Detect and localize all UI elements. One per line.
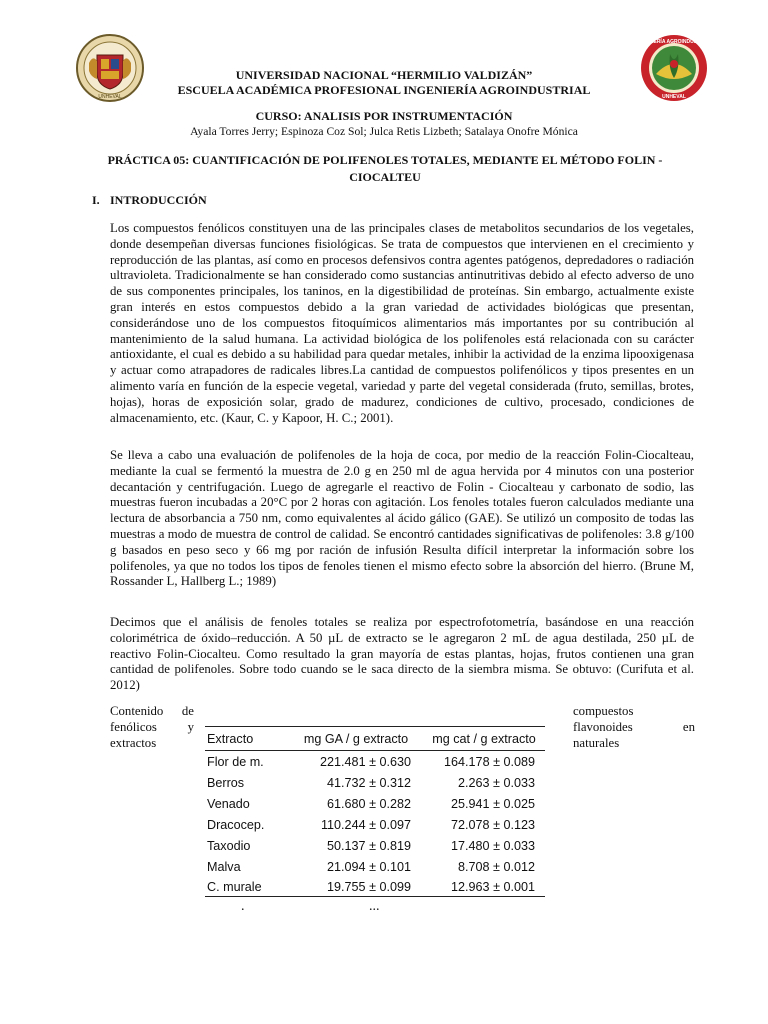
cell-cat: 8.708 ± 0.012: [458, 859, 535, 874]
section-heading: [92, 193, 207, 208]
caption-right-word: naturales: [573, 736, 620, 750]
cell-ga: 41.732 ± 0.312: [327, 775, 411, 790]
caption-right-word: flavonoides: [573, 720, 633, 734]
table-row: [205, 793, 545, 814]
seal-text: UNHEVAL: [98, 94, 122, 100]
cell-cat: 12.963 ± 0.001: [421, 877, 545, 897]
caption-left-word: extractos: [110, 736, 157, 750]
caption-left-word: fenólicos: [110, 720, 157, 734]
table-row: [205, 814, 545, 835]
trailing-dot: .: [241, 899, 245, 914]
cell-extract: Venado: [207, 796, 250, 811]
cell-extract: C. murale: [205, 877, 289, 897]
caption-left-word: Contenido: [110, 704, 164, 718]
column-header-ga: mg GA / g extracto: [289, 727, 421, 751]
paragraph-intro: Los compuestos fenólicos constituyen una de las principales clases de metabolitos secundarios de los vegetales, donde desempeñan diversas funciones fisiológicas. Se trata de compuestos que intervienen en el crecimiento y reproducción de las plantas, así como en procesos defensivos contra agentes patógenos, depredadores o radiación ultravioleta. Tradicionalmente se han considerado como sustancias antinutritivas debido al efecto adverso de uno de sus componentes principales, los taninos, en la digestibilidad de proteínas. Sin embargo, actualmente existe gran interés en estos compuestos debido a la gran variedad de actividades biológicas que presentan, considerándose uno de los compuestos fitoquímicos alimentarios más importantes por su contribución al mantenimiento de la salud humana. La actividad biológica de los polifenoles está relacionada con su carácter antioxidante, el cual es debido a su habilidad para quedar metales, inhibir la actividad de la enzima lipooxigenasa y actuar como atrapadores de radicales libres.La cantidad de compuestos polifenólicos y tipos presentes en un alimento varía en función de la especie vegetal, variedad y parte del vegetal considerada (fruto, semillas, brotes, hojas), horas de exposición solar, grado de madurez, condiciones de cultivo, procesado, condiciones de almacenamiento, etc. (Kaur, C. y Kapoor, H. C.; 2001).: [110, 221, 694, 425]
document-header: [100, 68, 668, 97]
trailing-ellipsis: ...: [369, 899, 380, 914]
caption-right-word: en: [682, 720, 695, 734]
table-row: [205, 835, 545, 856]
cell-cat: 164.178 ± 0.089: [444, 754, 535, 769]
authors-line: Ayala Torres Jerry; Espinoza Coz Sol; Julca Retis Lizbeth; Satalaya Onofre Mónica: [190, 125, 578, 138]
caption-right: [573, 703, 695, 751]
cell-ga: 21.094 ± 0.101: [327, 859, 411, 874]
course-block: [100, 109, 668, 139]
practice-title-line2: CIOCALTEU: [349, 170, 421, 184]
emblem-bottom-text: UNHEVAL: [662, 94, 686, 100]
school-name: ESCUELA ACADÉMICA PROFESIONAL INGENIERÍA AGROINDUSTRIAL: [177, 82, 591, 97]
cell-cat: 17.480 ± 0.033: [451, 838, 535, 853]
paragraph-coca: Se lleva a cabo una evaluación de polifenoles de la hoja de coca, por medio de la reacción Folin-Ciocalteau, mediante la cual se fermentó la muestra de 2.0 g en 250 ml de agua hervida por 4 minutos con una posterior decantación y centrifugación. Luego de agregarle el reactivo de Folin - Ciocalteau y carbonato de sodio, las muestras fueron incubadas a 20°C por 2 horas con agitación. Los fenoles totales fueron calculados mediante una lectura de absorbancia a 750 nm, como equivalentes al ácido gálico (GAE). Se utilizó un composito de todas las muestras a modo de muestra de control de calidad. Se encontró cantidades significativas de polifenoles: 3.8 g/100 g basados en peso seco y 66 mg por ración de infusión Resulta difícil interpretar la información sobre los polifenoles, ya que no todos los tipos de fenoles tienen el mismo efecto sobre la absorción del hierro. (Brune M, Rossander L, Hallberg L.; 1989): [110, 448, 694, 589]
table-row: [205, 856, 545, 877]
cell-extract: Dracocep.: [207, 817, 265, 832]
practice-title-line1: PRÁCTICA 05: CUANTIFICACIÓN DE POLIFENOLES TOTALES, MEDIANTE EL MÉTODO FOLIN -: [107, 153, 663, 167]
caption-left-word: de: [181, 704, 194, 718]
university-name: UNIVERSIDAD NACIONAL “HERMILIO VALDIZÁN”: [235, 68, 533, 82]
caption-left-word: y: [187, 720, 194, 734]
table-row: [205, 877, 545, 897]
emblem-top-text: INGENIERÍA AGROINDUSTRIAL: [640, 39, 708, 45]
cell-extract: Berros: [207, 775, 245, 790]
cell-cat: 25.941 ± 0.025: [451, 796, 535, 811]
table-header-row: [205, 727, 545, 751]
section-number: I.: [92, 193, 100, 207]
cell-ga: 19.755 ± 0.099: [289, 877, 421, 897]
cell-extract: Flor de m.: [207, 754, 264, 769]
cell-extract: Taxodio: [207, 838, 251, 853]
section-title: INTRODUCCIÓN: [110, 193, 207, 207]
practice-title: [90, 152, 680, 186]
caption-right-word: compuestos: [573, 704, 634, 718]
column-header-extract: Extracto: [205, 727, 289, 751]
cell-ga: 50.137 ± 0.819: [327, 838, 411, 853]
table-row: [205, 751, 545, 773]
cell-ga: 221.481 ± 0.630: [320, 754, 411, 769]
polyphenol-table: [205, 726, 545, 897]
cell-ga: 110.244 ± 0.097: [320, 817, 411, 832]
cell-cat: 2.263 ± 0.033: [458, 775, 535, 790]
cell-ga: 61.680 ± 0.282: [327, 796, 411, 811]
cell-extract: Malva: [207, 859, 241, 874]
course-title: CURSO: ANALISIS POR INSTRUMENTACIÓN: [255, 109, 513, 123]
column-header-cat: mg cat / g extracto: [421, 727, 545, 751]
paragraph-method: Decimos que el análisis de fenoles totales se realiza por espectrofotometría, basándose en una reacción colorimétrica de óxido–reducción. A 50 µL de extracto se le agregaron 2 mL de agua destilada, 250 µL de reactivo Folin-Ciocalteu. Como resultado la gran mayoría de estas plantas, hojas, frutos contienen una gran cantidad de polifenoles. Sobre todo cuando se le saca directo de la siembra misma. Se obtuvo: (Curifuta et al. 2012): [110, 615, 694, 693]
cell-cat: 72.078 ± 0.123: [451, 817, 535, 832]
table-row: [205, 772, 545, 793]
caption-left: [110, 703, 194, 751]
